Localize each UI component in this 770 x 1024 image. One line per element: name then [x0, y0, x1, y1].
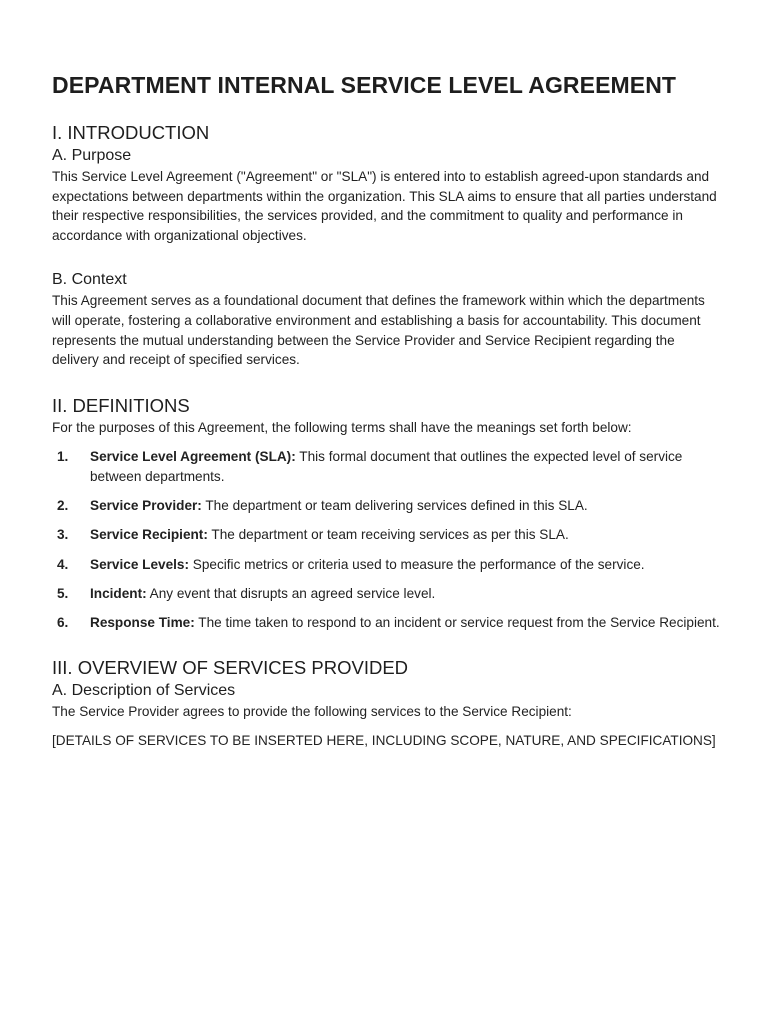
- services-intro-paragraph: The Service Provider agrees to provide the following services to the Service Recipient:: [52, 704, 572, 720]
- section-heading-services: III. OVERVIEW OF SERVICES PROVIDED: [52, 657, 409, 679]
- definition-body: [90, 496, 720, 516]
- definition-item: [52, 447, 720, 486]
- definition-number: 5.: [57, 585, 69, 601]
- definition-item: [52, 555, 720, 575]
- definition-number: 3.: [57, 527, 69, 543]
- definition-item: [52, 525, 720, 545]
- purpose-paragraph: This Service Level Agreement ("Agreement" or "SLA") is entered into to establish agreed-upon standards and expectations between departments within the organization. This SLA aims to ensure that all parties understand their respective responsibilities, the services provided, and the commitment to quality and performance in accordance with organizational objectives.: [52, 169, 717, 243]
- definitions-list: [52, 447, 720, 632]
- definition-text: The department or team delivering services defined in this SLA.: [201, 498, 588, 514]
- definition-text: This formal document that outlines the expected level of service between departments.: [90, 449, 683, 484]
- definition-number: 1.: [57, 449, 69, 465]
- definition-term: Service Levels:: [90, 556, 189, 572]
- subsection-heading-description: A. Description of Services: [52, 682, 236, 700]
- definition-body: [90, 525, 720, 545]
- context-paragraph: This Agreement serves as a foundational document that defines the framework within which the departments will operate, fostering a collaborative environment and establishing a basis for accountability. This document represents the mutual understanding between the Service Provider and Service Recipient regarding the delivery and receipt of specified services.: [52, 293, 705, 368]
- definition-body: [90, 584, 720, 604]
- definition-item: [52, 496, 720, 516]
- subsection-heading-purpose: A. Purpose: [52, 147, 132, 164]
- subsection-heading-context: B. Context: [52, 271, 127, 289]
- definition-text: The department or team receiving services as per this SLA.: [207, 527, 569, 543]
- definition-number: 4.: [57, 556, 69, 572]
- definition-text: Specific metrics or criteria used to measure the performance of the service.: [189, 556, 645, 572]
- definition-number: 2.: [57, 498, 69, 514]
- section-heading-definitions: II. DEFINITIONS: [52, 394, 190, 416]
- section-heading-introduction: I. INTRODUCTION: [52, 122, 210, 143]
- definition-item: [52, 584, 720, 604]
- definition-body: [90, 613, 720, 633]
- definitions-intro: For the purposes of this Agreement, the following terms shall have the meanings set forth below:: [52, 419, 632, 435]
- definition-text: The time taken to respond to an incident or service request from the Service Recipient.: [194, 614, 720, 630]
- definition-term: Incident:: [90, 585, 147, 601]
- document-title: DEPARTMENT INTERNAL SERVICE LEVEL AGREEMENT: [52, 72, 677, 98]
- definition-body: [90, 555, 720, 575]
- definition-term: Service Provider:: [90, 498, 202, 514]
- definition-number: 6.: [57, 614, 69, 630]
- definition-term: Response Time:: [90, 614, 195, 630]
- definition-text: Any event that disrupts an agreed service level.: [146, 585, 436, 601]
- services-placeholder-text: [DETAILS OF SERVICES TO BE INSERTED HERE, INCLUDING SCOPE, NATURE, AND SPECIFICATIONS]: [52, 733, 716, 749]
- definition-body: [90, 447, 720, 486]
- definition-term: Service Level Agreement (SLA):: [90, 449, 296, 465]
- definition-term: Service Recipient:: [90, 527, 208, 543]
- definition-item: [52, 613, 720, 633]
